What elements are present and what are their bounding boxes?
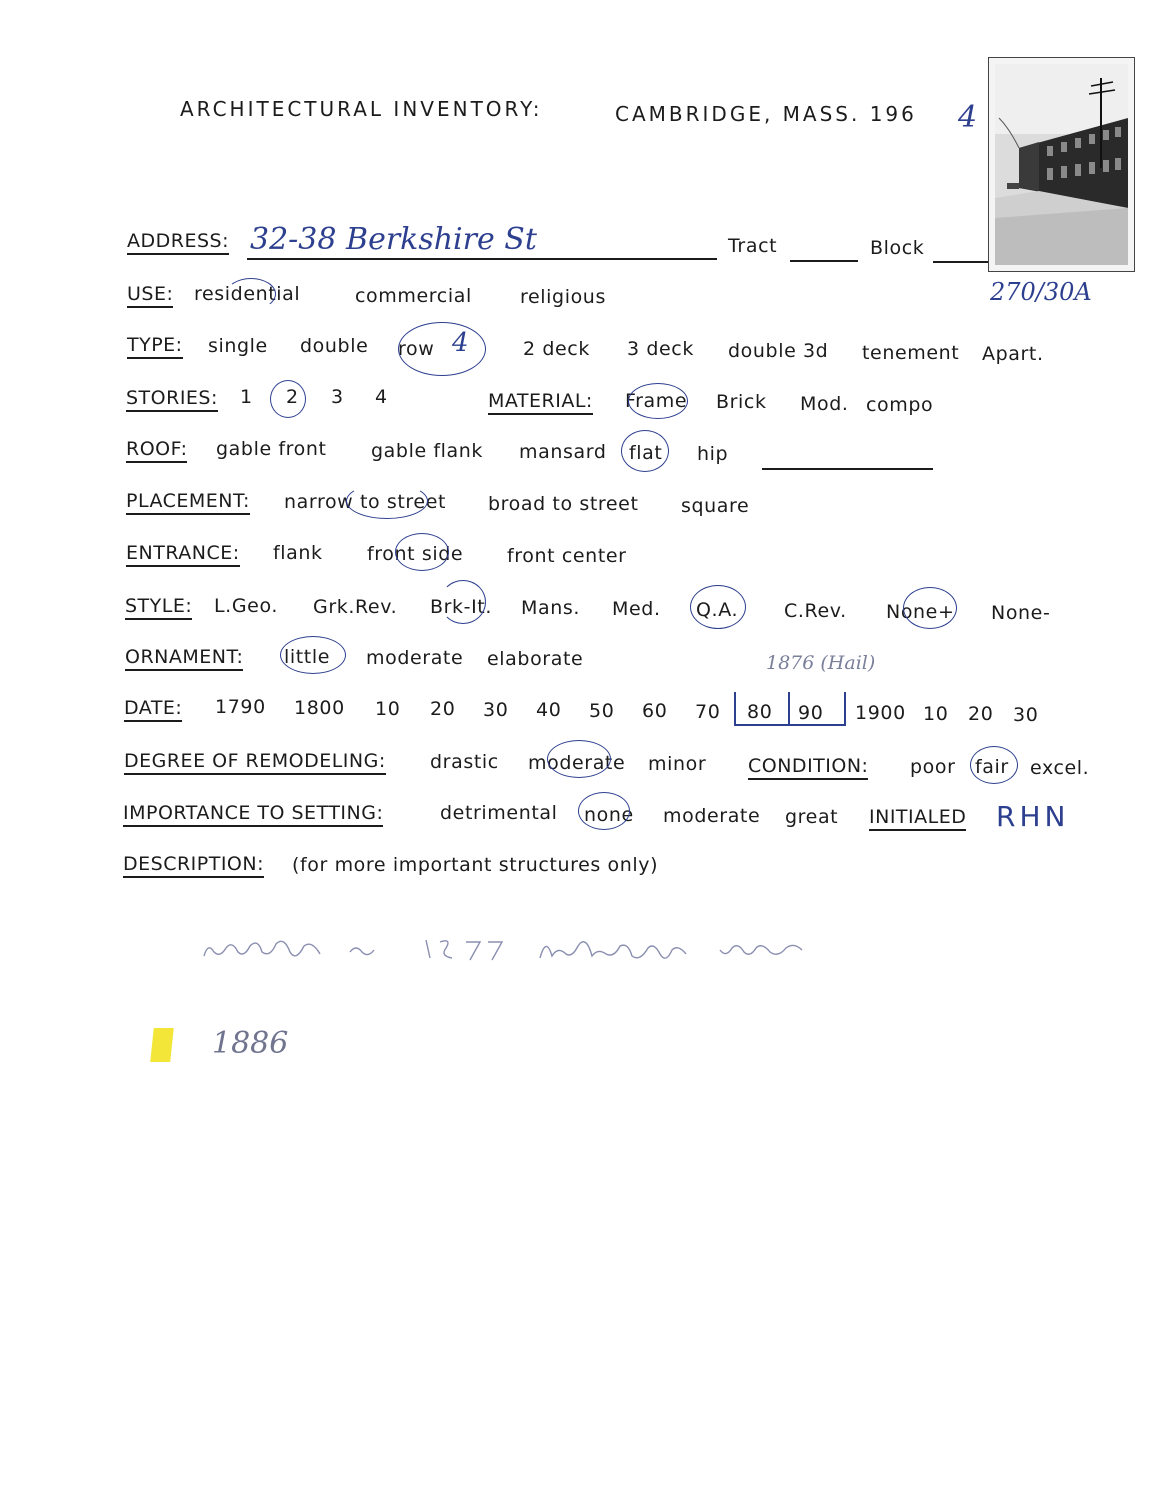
remodeling-option: drastic [430, 751, 499, 773]
entrance-option: front center [507, 545, 627, 567]
date-range-divider [788, 692, 790, 724]
row-count: 4 [452, 328, 469, 358]
form-title: ARCHITECTURAL INVENTORY: [180, 97, 543, 121]
selection-mark [346, 483, 428, 519]
condition-option: poor [910, 756, 956, 778]
selection-mark [578, 792, 630, 830]
selection-mark [628, 383, 688, 419]
material-option: compo [866, 394, 934, 416]
stories-option: 3 [331, 386, 344, 408]
type-option: single [208, 335, 268, 357]
tract-line [790, 260, 858, 262]
selection-mark [270, 380, 306, 418]
stories-option: 4 [375, 386, 388, 408]
date-annotation: 1876 (Hail) [766, 652, 876, 674]
selection-mark [547, 740, 611, 778]
date-option: 40 [536, 699, 562, 721]
placement-option: square [681, 495, 750, 517]
remodeling-option: moderate [528, 752, 626, 774]
form-year-digit: 4 [958, 100, 978, 135]
date-option: 20 [968, 703, 994, 725]
handwritten-year: 1886 [212, 1026, 289, 1061]
type-option: 2 deck [523, 338, 590, 360]
stories-label: STORIES: [126, 387, 218, 412]
condition-option: excel. [1030, 757, 1090, 779]
placement-option: broad to street [488, 493, 639, 515]
roof-other-line [762, 468, 933, 470]
selection-mark [398, 322, 486, 376]
type-option: row [398, 338, 435, 360]
address-line [247, 258, 717, 260]
style-option: Mans. [521, 597, 581, 619]
form-city: CAMBRIDGE, MASS. 196 [615, 102, 917, 126]
stories-option: 1 [240, 386, 253, 408]
roof-option: gable front [216, 438, 327, 460]
date-option: 1900 [855, 702, 906, 724]
type-option: double [300, 335, 369, 357]
pencil-scribble [200, 928, 810, 968]
roof-option: gable flank [371, 440, 484, 462]
highlighter-mark [150, 1028, 174, 1062]
description-note: (for more important structures only) [292, 854, 659, 876]
selection-mark [621, 430, 669, 472]
selection-mark [903, 587, 957, 629]
importance-option: detrimental [440, 802, 558, 824]
roof-option: mansard [519, 441, 607, 463]
address-value: 32-38 Berkshire St [250, 222, 537, 257]
condition-option: fair [975, 756, 1009, 778]
date-range-bracket [734, 692, 846, 726]
type-option: 3 deck [627, 338, 694, 360]
use-label: USE: [127, 283, 173, 308]
roof-option: hip [697, 443, 729, 465]
date-option: 30 [483, 699, 509, 721]
date-option: 90 [798, 702, 824, 724]
address-label: ADDRESS: [127, 230, 229, 255]
placement-option: narrow to street [284, 491, 447, 513]
map-reference: 270/30A [990, 278, 1092, 306]
ornament-option: moderate [366, 647, 464, 669]
style-option: None+ [886, 601, 955, 623]
remodeling-label: DEGREE OF REMODELING: [124, 750, 386, 775]
style-label: STYLE: [125, 595, 192, 620]
building-photo [988, 57, 1135, 272]
date-option: 1800 [294, 697, 345, 719]
type-option: Apart. [982, 343, 1044, 365]
importance-option: moderate [663, 805, 761, 827]
stories-option: 2 [286, 386, 299, 408]
placement-label: PLACEMENT: [126, 490, 250, 515]
type-option: double 3d [728, 340, 829, 362]
initials-value: RHN [996, 800, 1070, 833]
importance-label: IMPORTANCE TO SETTING: [123, 802, 383, 827]
date-option: 70 [695, 701, 721, 723]
ornament-label: ORNAMENT: [125, 646, 243, 671]
style-option: Med. [612, 598, 661, 620]
ornament-option: elaborate [487, 648, 584, 670]
use-option: residential [194, 283, 301, 305]
date-option: 80 [747, 701, 773, 723]
description-label: DESCRIPTION: [123, 853, 264, 878]
style-option: None- [991, 602, 1051, 624]
style-option: L.Geo. [214, 595, 278, 617]
condition-label: CONDITION: [748, 755, 868, 780]
entrance-option: flank [273, 542, 323, 564]
selection-mark [226, 278, 276, 310]
date-option: 30 [1013, 704, 1039, 726]
entrance-label: ENTRANCE: [126, 542, 240, 567]
importance-option: none [584, 804, 634, 826]
style-option: Brk-It. [430, 596, 492, 618]
selection-mark [690, 585, 746, 629]
tract-label: Tract [728, 235, 778, 257]
date-option: 50 [589, 700, 615, 722]
style-option: Q.A. [696, 599, 739, 621]
material-option: Mod. [800, 393, 849, 415]
use-option: commercial [355, 285, 472, 307]
date-option: 20 [430, 698, 456, 720]
selection-mark [395, 533, 449, 571]
style-option: C.Rev. [784, 600, 847, 622]
selection-mark [440, 580, 486, 624]
material-label: MATERIAL: [488, 390, 593, 415]
material-option: Brick [716, 391, 767, 413]
date-label: DATE: [124, 697, 182, 722]
entrance-option: front side [367, 543, 464, 565]
style-option: Grk.Rev. [313, 596, 398, 618]
date-option: 60 [642, 700, 668, 722]
date-option: 1790 [215, 696, 266, 718]
roof-option: flat [629, 442, 663, 464]
date-option: 10 [375, 698, 401, 720]
block-line [933, 261, 988, 263]
ornament-option: little [284, 646, 331, 668]
material-option: Frame [625, 390, 688, 412]
roof-label: ROOF: [126, 438, 187, 463]
block-label: Block [870, 237, 925, 259]
selection-mark [280, 636, 346, 674]
use-option: religious [520, 286, 606, 308]
selection-mark [970, 746, 1018, 784]
importance-option: great [785, 806, 839, 828]
remodeling-option: minor [648, 753, 707, 775]
type-label: TYPE: [127, 334, 183, 359]
date-option: 10 [923, 703, 949, 725]
initialed-label: INITIALED [869, 806, 966, 831]
type-option: tenement [862, 342, 960, 364]
